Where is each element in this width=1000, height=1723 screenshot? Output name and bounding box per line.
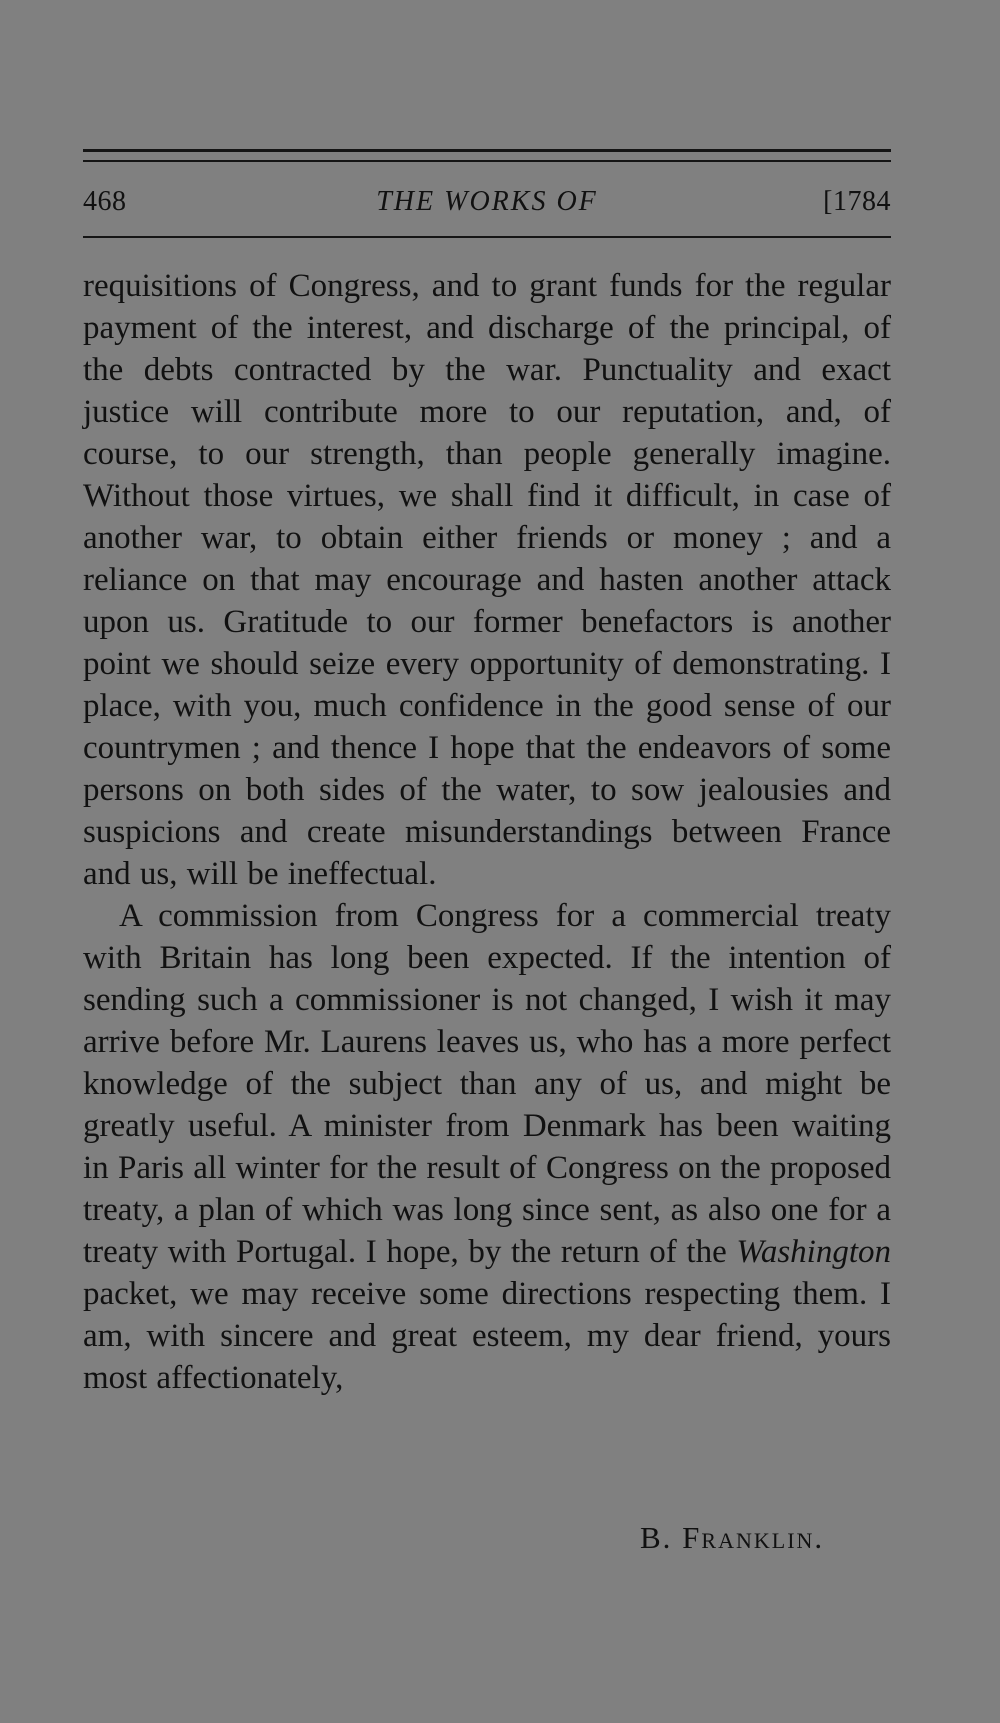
paragraph-2 <box>83 895 891 1399</box>
body-text <box>83 265 891 1399</box>
paragraph-2-end: packet, we may receive some directions respecting them. I am, with sincere and great esteem, my dear friend, yours most affectionately, <box>83 1276 891 1396</box>
page-number: 468 <box>83 186 127 217</box>
header-rule-bottom <box>83 236 891 238</box>
running-head <box>83 186 891 226</box>
running-year: [1784 <box>823 186 891 217</box>
paragraph-1: requisitions of Congress, and to grant funds for the regular payment of the interest, and discharge of the principal, of the debts contracted by the war. Punctuality and exact justice will contribute more to our reputation, and, of course, to our strength, than people generally imagine. Without those virtues, we shall find it difficult, in case of another war, to obtain either friends or money ; and a reliance on that may encourage and hasten another attack upon us. Gratitude to our former benefactors is another point we should seize every opportunity of demonstrating. I place, with you, much confidence in the good sense of our countrymen ; and thence I hope that the endeavors of some persons on both sides of the water, to sow jealousies and suspicions and create misunderstandings between France and us, will be ineffectual. <box>83 268 891 892</box>
header-rule-top <box>83 149 891 152</box>
italic-ship-name: Washington <box>736 1234 891 1270</box>
paragraph-2-start: A commission from Congress for a commercial treaty with Britain has long been expected. If the intention of sending such a commissioner is not changed, I wish it may arrive before Mr. Laurens leaves us, who has a more perfect knowledge of the subject than any of us, and might be greatly useful. A minister from Denmark has been waiting in Paris all winter for the result of Congress on the proposed treaty, a plan of which was long since sent, as also one for a treaty with Portugal. I hope, by the return of the <box>83 898 891 1270</box>
signature: B. Franklin. <box>640 1520 825 1555</box>
header-rule-second <box>83 160 891 162</box>
running-title: THE WORKS OF <box>376 186 598 217</box>
